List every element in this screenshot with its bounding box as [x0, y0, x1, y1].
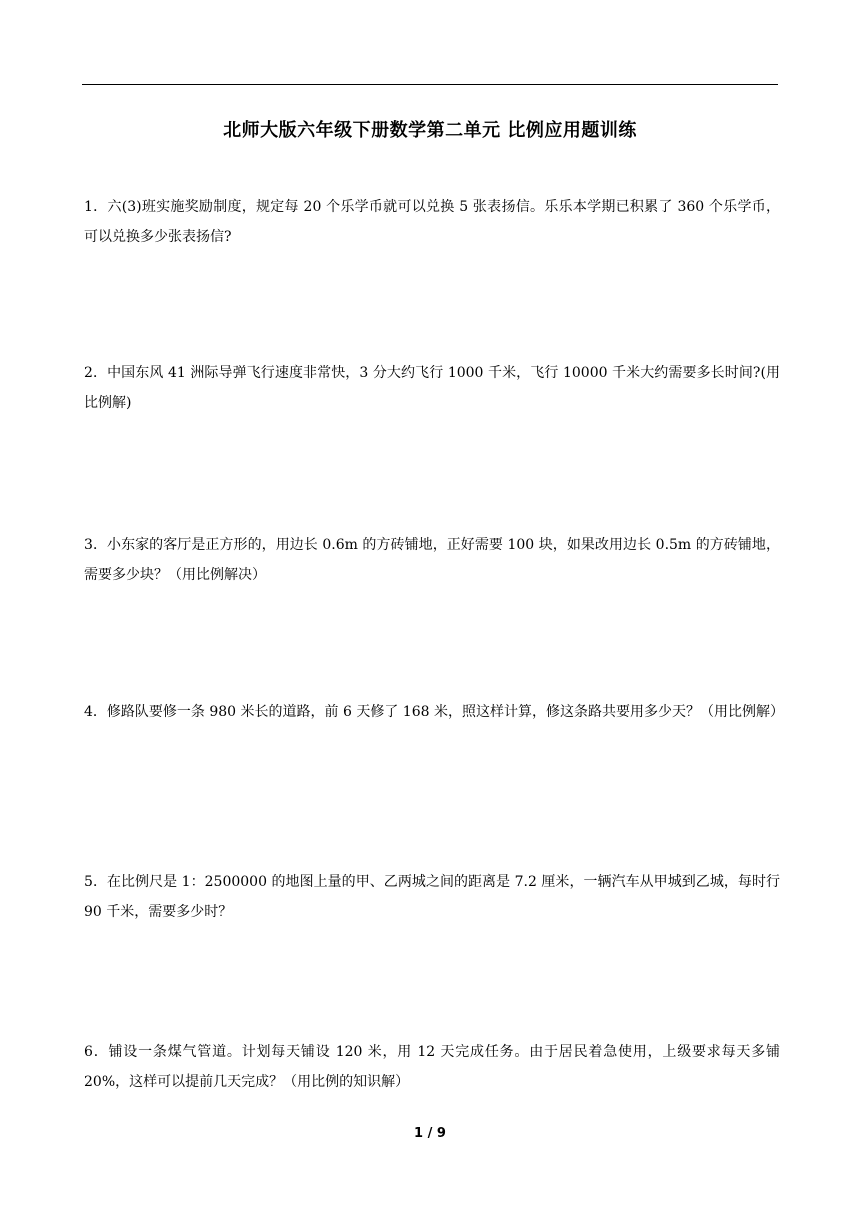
question-2: 2．中国东风 41 洲际导弹飞行速度非常快，3 分大约飞行 1000 千米，飞行 10000 千米大约需要多长时间?(用比例解)	[84, 365, 780, 411]
question-5: 5．在比例尺是 1：2500000 的地图上量的甲、乙两城之间的距离是 7.2 厘米，一辆汽车从甲城到乙城，每时行 90 千米，需要多少时？	[84, 874, 780, 920]
question-3: 3．小东家的客厅是正方形的，用边长 0.6m 的方砖铺地，正好需要 100 块，如果改用边长 0.5m 的方砖铺地，需要多少块？（用比例解决）	[84, 537, 780, 583]
question-4: 4．修路队要修一条 980 米长的道路，前 6 天修了 168 米，照这样计算，修这条路共要用多少天？（用比例解）	[84, 704, 784, 720]
page-number: 1 / 9	[414, 1126, 446, 1141]
question-6: 6．铺设一条煤气管道。计划每天铺设 120 米，用 12 天完成任务。由于居民着急使用，上级要求每天多铺 20%，这样可以提前几天完成？（用比例的知识解）	[84, 1044, 780, 1090]
header-rule	[82, 84, 778, 85]
question-1: 1．六(3)班实施奖励制度，规定每 20 个乐学币就可以兑换 5 张表扬信。乐乐本学期已积累了 360 个乐学币，可以兑换多少张表扬信?	[84, 199, 780, 245]
document-title: 北师大版六年级下册数学第二单元 比例应用题训练	[223, 120, 637, 141]
